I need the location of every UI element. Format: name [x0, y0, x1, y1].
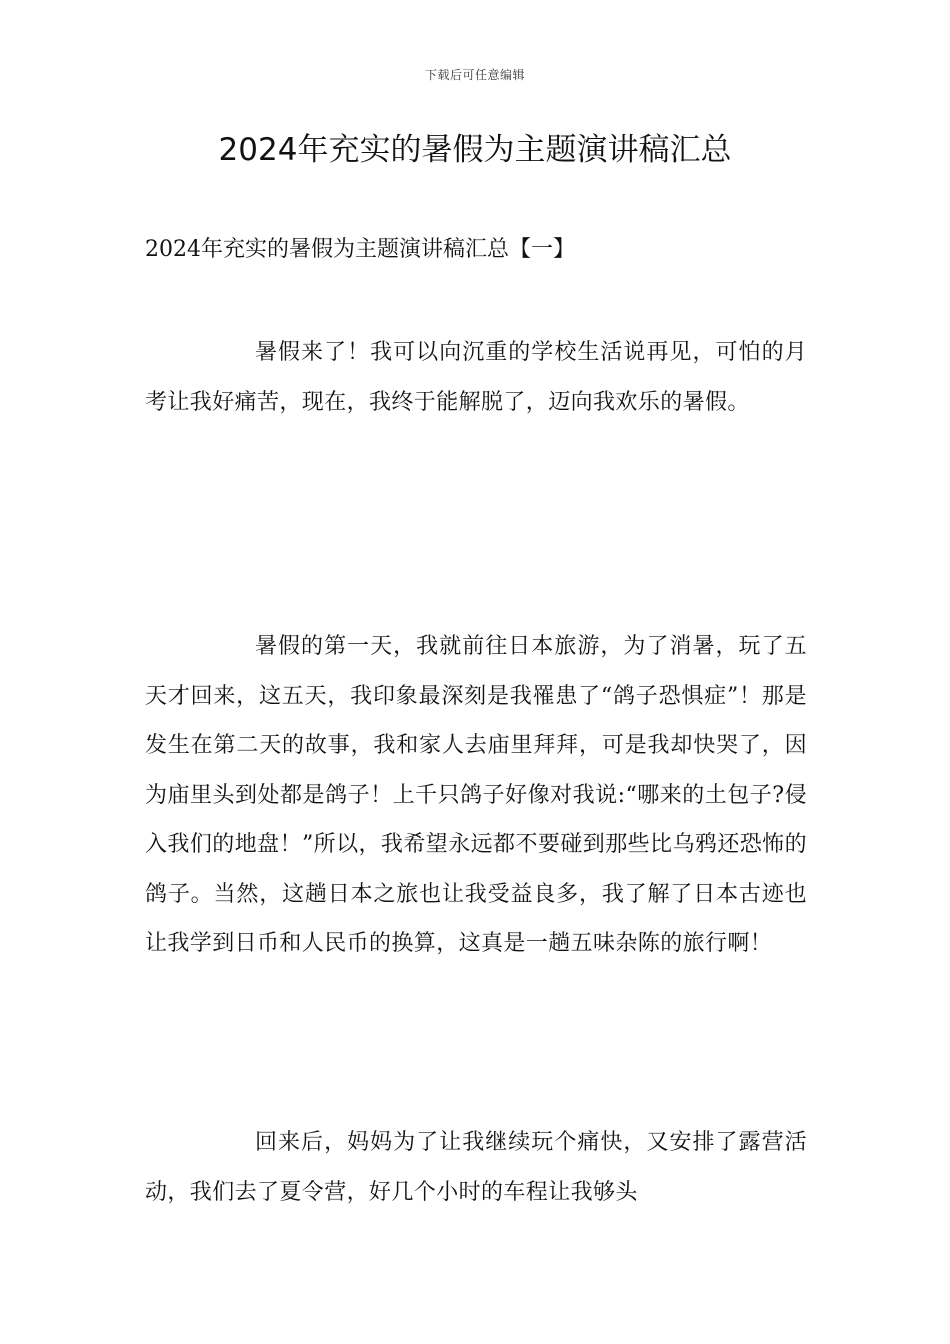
body-paragraph-2: 暑假的第一天，我就前往日本旅游，为了消暑，玩了五天才回来，这五天，我印象最深刻是我罹患了“鸽子恐惧症”！那是发生在第二天的故事，我和家人去庙里拜拜，可是我却快哭了，因为庙里头到处都是鸽子！上千只鸽子好像对我说:“哪来的土包子?侵入我们的地盘！”所以，我希望永远都不要碰到那些比乌鸦还恐怖的鸽子。当然，这趟日本之旅也让我受益良多，我了解了日本古迹也让我学到日币和人民币的换算，这真是一趟五味杂陈的旅行啊！ [145, 634, 807, 956]
header-note: 下载后可任意编辑 [424, 68, 525, 82]
body-paragraph-3: 回来后，妈妈为了让我继续玩个痛快，又安排了露营活动，我们去了夏令营，好几个小时的车程让我够头 [145, 1130, 807, 1205]
body-paragraph-1: 暑假来了！我可以向沉重的学校生活说再见，可怕的月考让我好痛苦，现在，我终于能解脱了，迈向我欢乐的暑假。 [145, 340, 807, 415]
section-heading: 2024年充实的暑假为主题演讲稿汇总【一】 [145, 237, 575, 262]
document-title: 2024年充实的暑假为主题演讲稿汇总 [218, 132, 732, 168]
